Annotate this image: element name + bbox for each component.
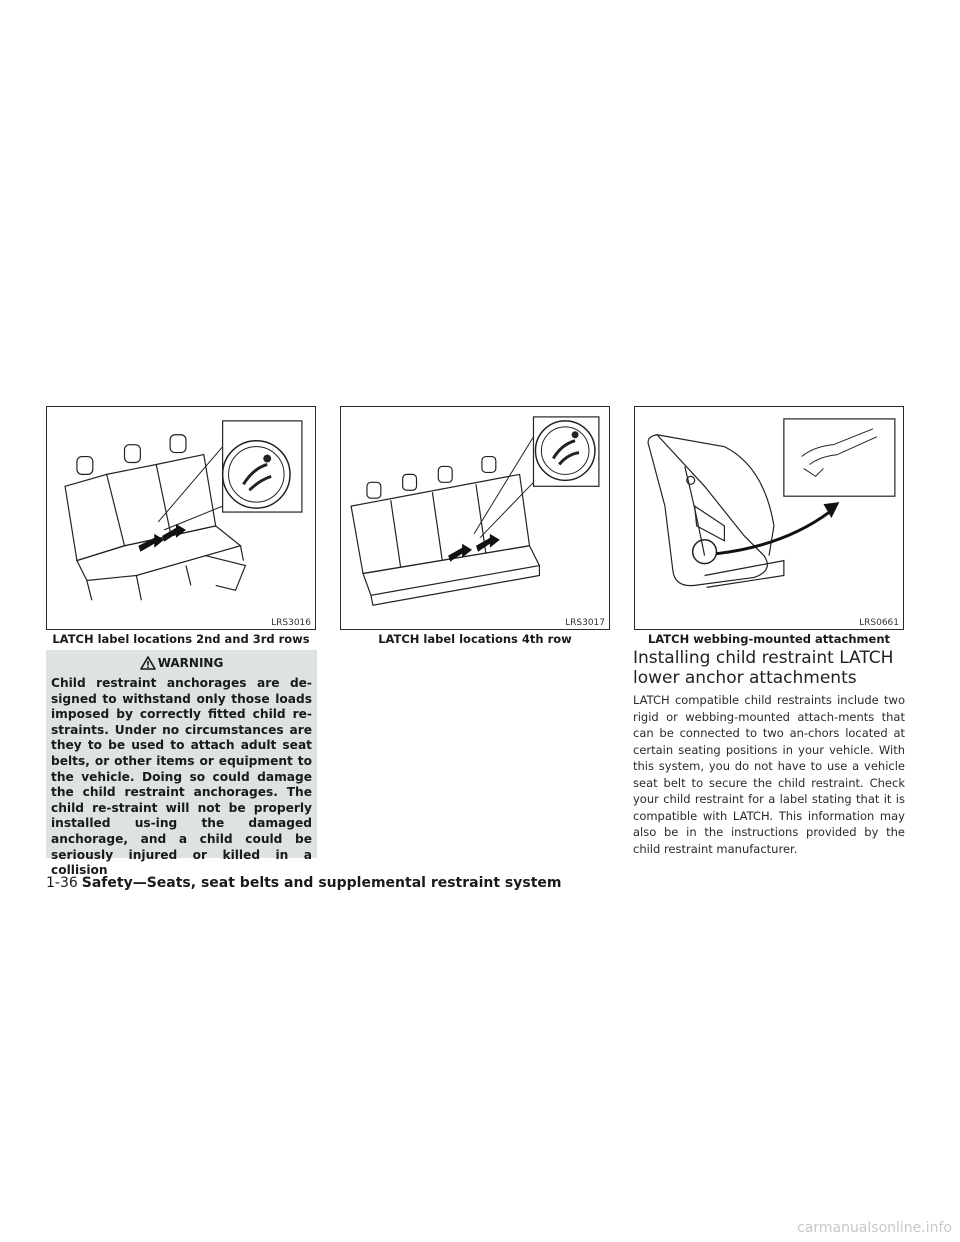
warning-triangle-icon [140, 656, 156, 670]
figure-caption: LATCH webbing-mounted attachment [647, 632, 891, 646]
watermark[interactable]: carmanualsonline.info [797, 1220, 952, 1236]
page-number: 1-36 [46, 875, 78, 891]
figure-latch-webbing-attachment [634, 406, 904, 630]
figure-code: LRS0661 [859, 618, 899, 628]
section-title: Installing child restraint LATCH lower anchor attachments [633, 648, 894, 688]
chapter-title: Safety—Seats, seat belts and supplemental restraint system [81, 875, 562, 891]
page-footer [46, 875, 562, 891]
figure-caption: LATCH label locations 4th row [378, 632, 572, 646]
figure-latch-4th-row [340, 406, 610, 630]
warning-box [46, 650, 317, 878]
warning-label: WARNING [157, 656, 224, 670]
figure-code: LRS3016 [271, 618, 311, 628]
illustration-rear-seats-2nd-3rd [47, 407, 315, 629]
warning-text: Child restraint anchorages are de-signed to withstand only those loads imposed by correctly fitted child re-straints. Under no circumstances are they to be used to attach adult seat belts, or other items or equipment to the vehicle. Doing so could damage the child restraint anchorages. The child re-straint will not be properly installed us-ing the damaged anchorage, and a child could be seriously injured or killed in a collision [51, 676, 312, 878]
warning-heading [51, 654, 312, 672]
section-body: LATCH compatible child restraints include two rigid or webbing-mounted attach-ments that can be connected to two an-chors located at certain seating positions in your vehicle. With this system, you do not have to use a vehicle seat belt to secure the child restraint. Check your child restraint for a label stating that it is compatible with LATCH. This information may also be in the instructions provided by the child restraint manufacturer. [633, 693, 905, 856]
figure-latch-2nd-3rd-rows [46, 406, 316, 630]
figure-caption: LATCH label locations 2nd and 3rd rows [52, 632, 310, 646]
illustration-rear-seats-4th [341, 407, 609, 629]
figure-code: LRS3017 [565, 618, 605, 628]
illustration-child-seat-webbing [635, 407, 903, 629]
